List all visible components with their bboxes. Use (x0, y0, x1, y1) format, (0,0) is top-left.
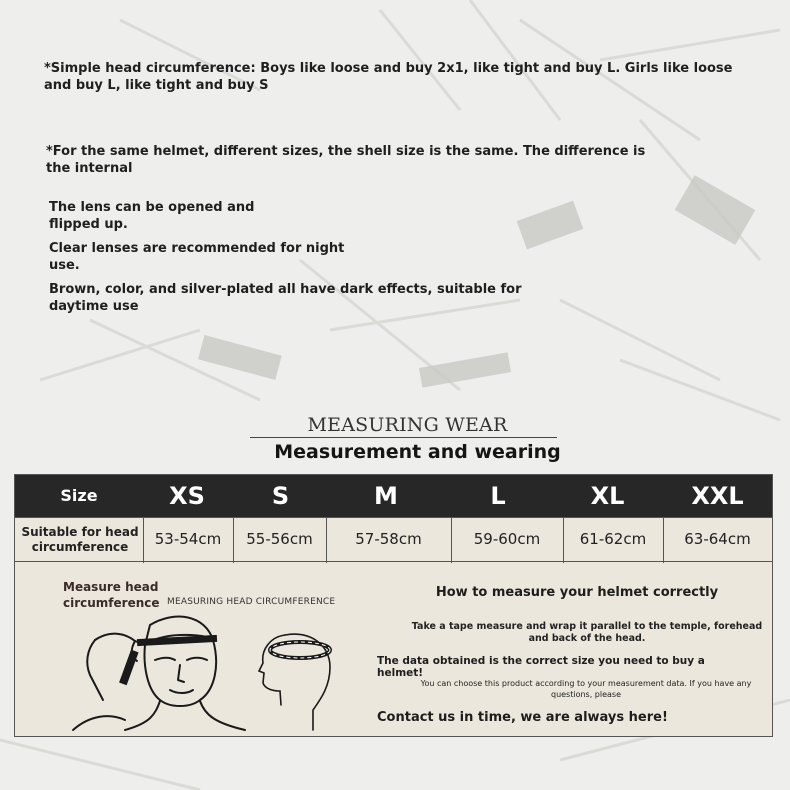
circumference-m: 57-58cm (355, 530, 422, 548)
head-measure-illustration (55, 605, 335, 735)
circumference-row (15, 517, 772, 562)
circumference-l: 59-60cm (473, 530, 541, 548)
heading-divider (250, 437, 557, 438)
size-l: L (490, 482, 506, 510)
size-xl: XL (590, 482, 625, 510)
how-to-measure-title: How to measure your helmet correctly (435, 585, 719, 600)
circumference-s: 55-56cm (246, 530, 313, 548)
circumference-row-label: Suitable for head circumference (21, 525, 139, 554)
size-table (14, 474, 773, 737)
circumference-xxl: 63-64cm (684, 530, 751, 548)
circumference-xl: 61-62cm (579, 530, 647, 548)
measure-step-choose: You can choose this product according to your measurement data. If you have any questions, please (420, 679, 752, 699)
note-clear-lens: Clear lenses are recommended for night use. (49, 241, 345, 273)
circumference-xs: 53-54cm (154, 530, 222, 548)
note-brown-lens: Brown, color, and silver-plated all have dark effects, suitable for daytime use (49, 282, 522, 314)
measure-step-data: The data obtained is the correct size you need to buy a helmet! (377, 655, 705, 679)
size-m: M (374, 482, 398, 510)
size-xs: XS (169, 482, 205, 510)
size-s: S (271, 482, 290, 510)
measure-head-title: Measure head circumference (63, 580, 160, 610)
size-label: Size (60, 486, 98, 505)
size-header-row (15, 475, 772, 517)
note-same-helmet: *For the same helmet, different sizes, the shell size is the same. The difference is the internal (46, 144, 646, 176)
heading-english: MEASURING WEAR (307, 414, 508, 436)
contact-us-text: Contact us in time, we are always here! (377, 710, 668, 725)
measure-head-subtitle: MEASURING HEAD CIRCUMFERENCE (167, 597, 336, 607)
note-simple-circumference: *Simple head circumference: Boys like loose and buy 2x1, like tight and buy L. Girls like loose and buy L, like tight and buy S (44, 61, 733, 93)
heading-main: Measurement and wearing (274, 441, 561, 463)
size-xxl: XXL (691, 482, 744, 510)
measure-step-tape: Take a tape measure and wrap it parallel to the temple, forehead and back of the head. (411, 621, 763, 644)
note-lens: The lens can be opened and flipped up. (49, 200, 255, 232)
